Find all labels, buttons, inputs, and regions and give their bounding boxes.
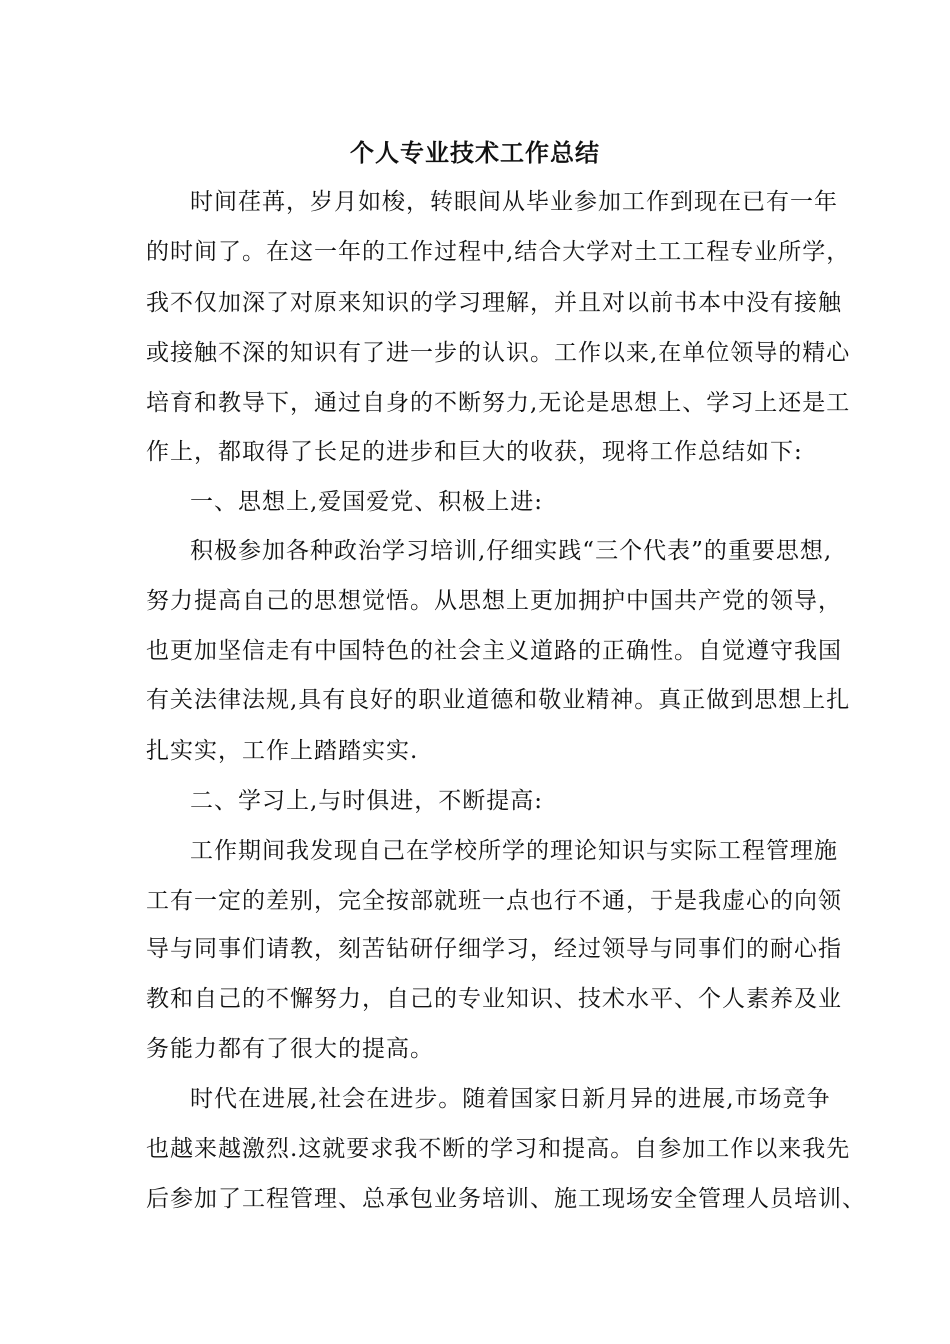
paragraph-line: 导与同事们请教，刻苦钻研仔细学习，经过领导与同事们的耐心指 [146, 936, 842, 962]
paragraph-line: 工有一定的差别，完全按部就班一点也行不通，于是我虚心的向领 [146, 888, 842, 914]
paragraph-line: 培育和教导下，通过自身的不断努力,无论是思想上、学习上还是工 [146, 390, 851, 416]
paragraph-line: 或接触不深的知识有了进一步的认识。工作以来,在单位领导的精心 [146, 340, 851, 366]
paragraph-line: 也更加坚信走有中国特色的社会主义道路的正确性。自觉遵守我国 [146, 638, 842, 664]
paragraph-line: 扎实实，工作上踏踏实实. [146, 738, 419, 764]
document-title: 个人专业技术工作总结 [350, 138, 600, 167]
paragraph-line: 有关法律法规,具有良好的职业道德和敬业精神。真正做到思想上扎 [146, 687, 851, 713]
paragraph-line: 时代在进展,社会在进步。随着国家日新月异的进展,市场竞争 [190, 1086, 831, 1112]
section-heading: 一、思想上,爱国爱党、积极上进: [190, 489, 544, 515]
paragraph-line: 也越来越激烈.这就要求我不断的学习和提高。自参加工作以来我先 [146, 1136, 851, 1162]
paragraph-line: 后参加了工程管理、总承包业务培训、施工现场安全管理人员培训、 [146, 1186, 866, 1212]
paragraph-line: 我不仅加深了对原来知识的学习理解，并且对以前书本中没有接触 [146, 290, 842, 316]
paragraph-line: 的时间了。在这一年的工作过程中,结合大学对土工工程专业所学， [146, 239, 851, 265]
paragraph-line: 工作期间我发现自己在学校所学的理论知识与实际工程管理施 [190, 838, 838, 864]
paragraph-line: 作上，都取得了长足的进步和巨大的收获，现将工作总结如下: [146, 439, 803, 465]
paragraph-line: 时间荏苒，岁月如梭，转眼间从毕业参加工作到现在已有一年 [190, 189, 838, 215]
paragraph-line: 努力提高自己的思想觉悟。从思想上更加拥护中国共产党的领导， [146, 588, 842, 614]
paragraph-line: 教和自己的不懈努力，自己的专业知识、技术水平、个人素养及业 [146, 986, 842, 1012]
section-heading: 二、学习上,与时俱进，不断提高: [190, 788, 544, 814]
paragraph-line: 务能力都有了很大的提高。 [146, 1036, 434, 1062]
paragraph-line: 积极参加各种政治学习培训,仔细实践“三个代表”的重要思想, [190, 538, 833, 564]
